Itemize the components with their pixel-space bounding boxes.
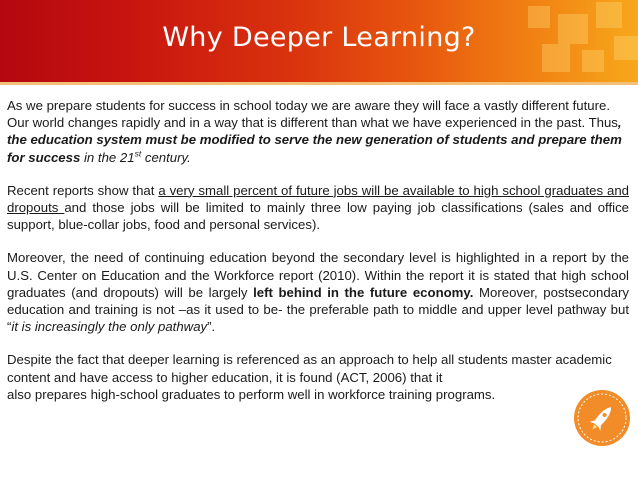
deeper-text-end: also prepares high-school graduates to perform well in workforce training programs. [7,386,496,402]
intro-century-end: century. [141,149,191,165]
continuing-text-mid: Moreover, postsecondary education and training is not –as it used to be- the preferable path to middle and upper level pathway but “ [7,284,630,335]
page-title: Why Deeper Learning? [162,22,476,53]
deeper-text: Despite the fact that deeper learning is referenced as an approach to help all students master academic content and have access to higher education, it is found (ACT, 2006) that it [7,352,612,385]
continuing-text: Moreover, the need of continuing education beyond the secondary level is highlighted in a report by the U.S. Center on Education and the Workforce report (2010). Within the report it is stated that high school graduates (and dropouts) will be largely [7,250,629,300]
paragraph-intro [7,97,629,166]
paragraph-continuing-education [7,249,629,335]
paragraph-deeper-learning [7,351,629,403]
slide-body [7,97,629,403]
intro-emphasis: , the education system must be modified to serve the new generation of students and prepare them for success [7,115,622,165]
intro-text: As we prepare students for success in school today we are aware they will face a vastly different future. Our world changes rapidly and in a way that is different than what we have experienced in the past. Thus [7,98,618,131]
reports-underlined: a very small percent of future jobs will be available to high school graduates and dropouts [7,182,629,216]
rocket-seal-icon [572,388,632,448]
intro-century-text: in the 21 [80,149,135,165]
reports-text: Recent reports show that [7,182,159,198]
header-divider [0,82,638,85]
continuing-quote: it is increasingly the only pathway [11,319,208,335]
intro-superscript: st [134,148,142,159]
continuing-text-end: ”. [207,319,216,335]
continuing-bold: left behind in the future economy. [253,284,474,300]
paragraph-reports [7,182,629,234]
title-banner [0,0,638,82]
reports-text-end: and those jobs will be limited to mainly three low paying job classifications (sales and office support, blue-collar jobs, food and personal services). [7,200,629,233]
